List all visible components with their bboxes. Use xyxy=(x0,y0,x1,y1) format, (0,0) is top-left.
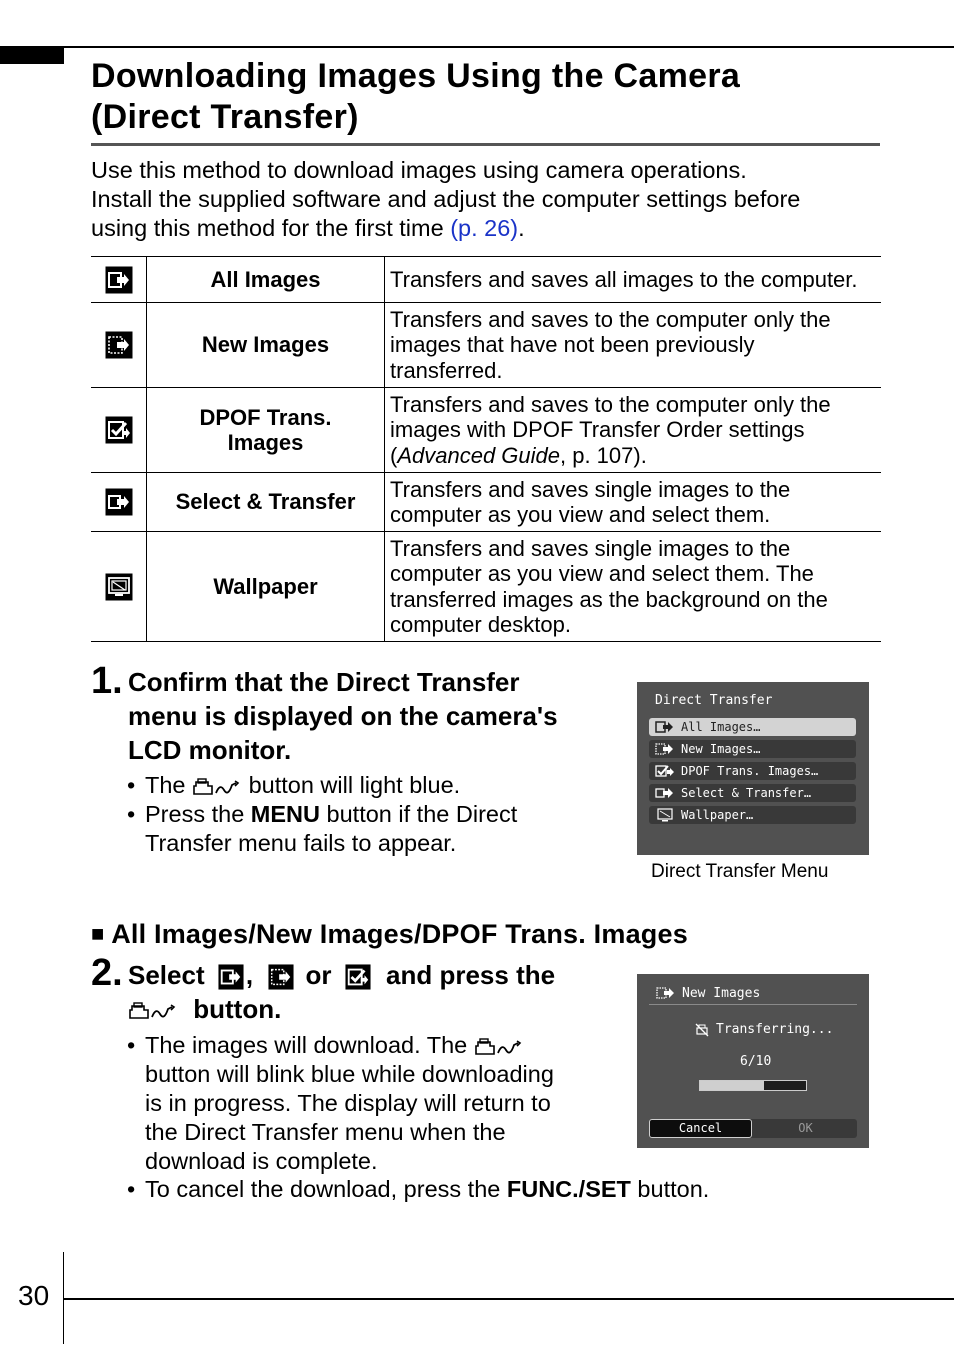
desc-line: Transfers and saves to the computer only the xyxy=(390,306,831,332)
bullet-line xyxy=(145,1031,615,1060)
page-ref: , p. 107). xyxy=(560,442,647,468)
step-1-bullet-1 xyxy=(127,771,625,800)
all-images-icon xyxy=(655,720,675,734)
bullet-dot: • xyxy=(127,1032,136,1058)
bullet-line: download is complete. xyxy=(145,1148,378,1174)
transferring-lcd-screen xyxy=(637,974,869,1148)
step-2-bullet-1 xyxy=(127,1031,615,1176)
heading-text: , xyxy=(245,960,254,990)
select-transfer-icon xyxy=(105,488,133,516)
lcd-screen-title: New Images xyxy=(682,986,761,1001)
all-images-icon xyxy=(218,964,244,990)
dpof-icon xyxy=(345,964,371,990)
desc-line: computer as you view and select them. The xyxy=(390,561,814,586)
intro-line-3 xyxy=(91,214,891,243)
mode-name: Wallpaper xyxy=(147,532,385,642)
step-1-number: 1. xyxy=(91,660,123,702)
title-line-2: (Direct Transfer) xyxy=(91,98,359,136)
mode-name-line: DPOF Trans. xyxy=(199,404,332,430)
intro-line-1: Use this method to download images using camera operations. xyxy=(91,157,747,183)
page-number: 30 xyxy=(18,1280,50,1311)
heading-line: menu is displayed on the camera's xyxy=(128,701,558,731)
intro-line-2: Install the supplied software and adjust the computer settings before xyxy=(91,186,801,212)
mode-description xyxy=(385,257,882,303)
desc-line xyxy=(390,443,873,469)
bullet-text: Press the xyxy=(145,801,251,827)
mode-name-line: Images xyxy=(227,430,304,455)
intro-line-3-text: using this method for the first time xyxy=(91,215,451,241)
mode-description xyxy=(385,473,882,532)
no-print-icon xyxy=(695,1023,709,1037)
desc-line: Transfers and saves to the computer only the xyxy=(390,391,831,417)
heading-line xyxy=(128,958,628,992)
desc-line: images with DPOF Transfer Order settings xyxy=(390,417,805,443)
step-1-bullet-2 xyxy=(127,800,625,858)
mode-icon-cell xyxy=(91,388,147,473)
lcd-menu-item-select-transfer[interactable] xyxy=(649,784,856,802)
lcd-item-label: All Images… xyxy=(681,720,761,734)
lcd-menu-item-dpof[interactable] xyxy=(649,762,856,780)
all-images-icon xyxy=(105,266,133,294)
mode-name: All Images xyxy=(147,257,385,303)
mode-name: New Images xyxy=(147,303,385,388)
heading-line: LCD monitor. xyxy=(128,735,292,765)
mode-description xyxy=(385,303,882,388)
mode-icon-cell xyxy=(91,473,147,532)
menu-button-label: MENU xyxy=(250,801,320,827)
lcd-ok-button[interactable]: OK xyxy=(798,1121,813,1135)
page-title xyxy=(91,56,891,138)
table-row xyxy=(91,473,881,532)
intro-line-3-end: . xyxy=(518,215,525,241)
bullet-line: button will blink blue while downloading xyxy=(145,1061,554,1087)
new-images-icon xyxy=(655,986,677,1000)
section-bullet: ■ xyxy=(91,921,105,946)
bullet-text: button will light blue. xyxy=(248,772,461,798)
intro-paragraph xyxy=(91,156,891,243)
bullet-text: The xyxy=(145,772,186,798)
lcd-item-label: New Images… xyxy=(681,742,761,756)
bullet-line: the Direct Transfer menu when the xyxy=(145,1119,506,1145)
desc-line: Transfers and saves single images to the xyxy=(390,535,791,561)
bullet-dot: • xyxy=(127,801,136,827)
print-share-button-icon xyxy=(128,1000,178,1022)
mode-description xyxy=(385,532,882,642)
wallpaper-icon xyxy=(105,573,133,601)
title-rule xyxy=(91,143,880,146)
progress-bar-fill xyxy=(700,1081,764,1090)
mode-name: Select & Transfer xyxy=(147,473,385,532)
lcd-menu-item-wallpaper[interactable] xyxy=(649,806,856,824)
lcd-cancel-button[interactable]: Cancel xyxy=(649,1119,752,1138)
bullet-text: To cancel the download, press the xyxy=(145,1176,507,1202)
section-heading xyxy=(91,918,688,950)
desc-line: computer desktop. xyxy=(390,612,571,637)
chapter-tab xyxy=(0,46,64,64)
lcd-item-label: Wallpaper… xyxy=(681,808,754,822)
desc-line: images that have not been previously xyxy=(390,332,755,358)
table-row xyxy=(91,388,881,473)
dpof-icon xyxy=(105,416,133,444)
transfer-status: Transferring... xyxy=(716,1022,834,1037)
mode-name xyxy=(147,388,385,473)
print-share-button-icon xyxy=(474,1036,524,1058)
paren: ( xyxy=(390,442,398,468)
bullet-text: Transfer menu fails to appear. xyxy=(145,830,457,856)
lcd-menu-item-new-images[interactable] xyxy=(649,740,856,758)
lcd-menu-title: Direct Transfer xyxy=(655,693,773,708)
bullet-line: is in progress. The display will return to xyxy=(145,1090,551,1116)
desc-line: computer as you view and select them. xyxy=(390,502,771,527)
desc-line: Transfers and saves single images to the xyxy=(390,476,791,502)
bullet-text: The images will download. The xyxy=(145,1032,468,1058)
heading-text: button. xyxy=(193,994,282,1024)
heading-line xyxy=(128,992,628,1026)
dpof-icon xyxy=(655,764,675,778)
lcd-item-label: Select & Transfer… xyxy=(681,786,812,800)
step-2-number: 2. xyxy=(91,952,123,994)
lcd-menu-item-all-images[interactable] xyxy=(649,718,856,736)
top-rule xyxy=(0,46,954,48)
table-row xyxy=(91,303,881,388)
transfer-modes-table xyxy=(91,256,881,642)
direct-transfer-lcd-screen xyxy=(637,682,869,855)
step-2-heading xyxy=(128,958,628,1026)
heading-text: Select xyxy=(128,960,205,990)
step-2-bullet-2 xyxy=(127,1175,865,1204)
bullet-text: button. xyxy=(630,1176,710,1202)
mode-icon-cell xyxy=(91,257,147,303)
bullet-dot: • xyxy=(127,1176,136,1202)
footer-rule xyxy=(63,1298,954,1300)
new-images-icon xyxy=(268,964,294,990)
page-26-link[interactable]: (p. 26) xyxy=(450,215,519,241)
bullet-text: button if the Direct xyxy=(320,801,518,827)
bullet-dot: • xyxy=(127,772,136,798)
wallpaper-icon xyxy=(655,808,675,822)
lcd-1-caption: Direct Transfer Menu xyxy=(651,861,829,882)
new-images-icon xyxy=(105,331,133,359)
new-images-icon xyxy=(655,742,675,756)
heading-text: and press the xyxy=(386,960,556,990)
heading-text: or xyxy=(305,960,332,990)
step-1-heading xyxy=(128,665,618,767)
print-share-button-icon xyxy=(192,776,242,798)
lcd-divider xyxy=(649,1004,857,1005)
advanced-guide-ref: Advanced Guide xyxy=(397,442,560,468)
lcd-item-label: DPOF Trans. Images… xyxy=(681,764,819,778)
heading-line: Confirm that the Direct Transfer xyxy=(128,667,520,697)
desc-line: transferred. xyxy=(390,357,503,383)
mode-description xyxy=(385,388,882,473)
title-line-1: Downloading Images Using the Camera xyxy=(91,57,741,95)
desc-line: Transfers and saves all images to the computer. xyxy=(390,266,858,292)
mode-icon-cell xyxy=(91,303,147,388)
table-row xyxy=(91,532,881,642)
transfer-count: 6/10 xyxy=(740,1054,772,1069)
mode-icon-cell xyxy=(91,532,147,642)
section-title: All Images/New Images/DPOF Trans. Images xyxy=(111,919,688,949)
progress-bar xyxy=(699,1080,807,1091)
func-set-button-label: FUNC./SET xyxy=(506,1176,631,1202)
table-row xyxy=(91,257,881,303)
select-transfer-icon xyxy=(655,786,675,800)
desc-line: transferred images as the background on the xyxy=(390,586,828,612)
